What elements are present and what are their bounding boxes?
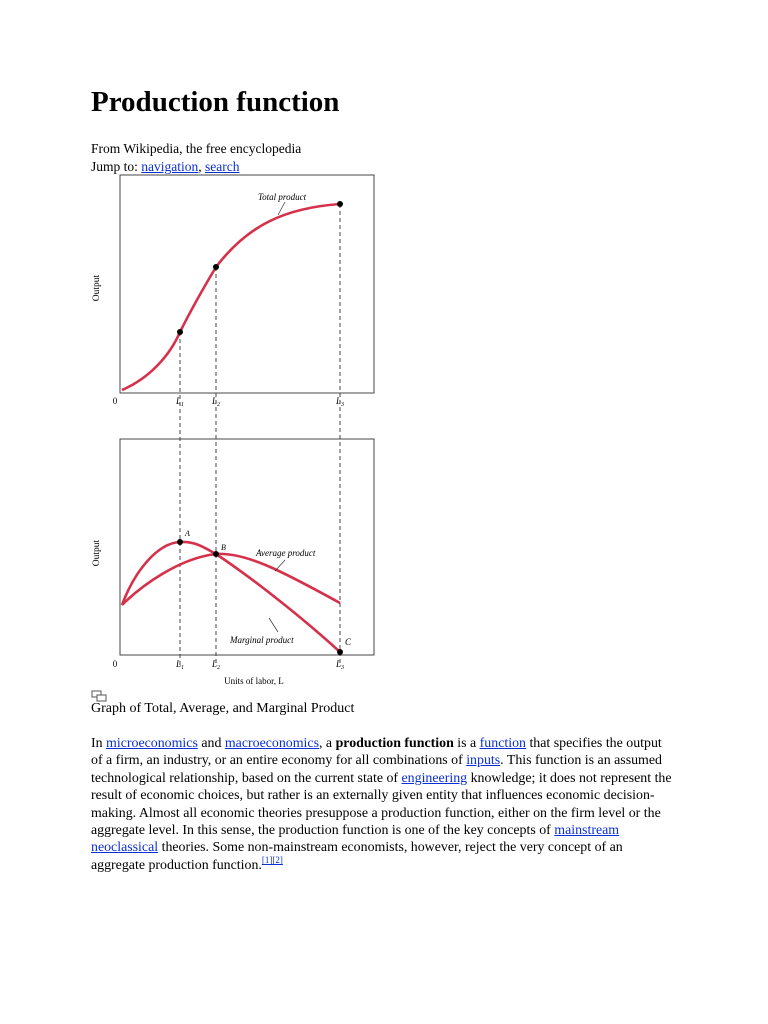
jump-to-label: Jump to: [91,159,138,174]
average-product-curve [122,554,340,605]
bold-term: production function [335,736,454,751]
jump-separator: , [198,159,202,174]
point-b [213,551,219,557]
link-mainstream[interactable]: mainstream [554,823,620,839]
production-function-figure [80,170,390,685]
search-link[interactable]: search [205,159,240,174]
bottom-xlabel: Units of labor, L [224,676,284,685]
article-paragraph: In microeconomics and macroeconomics, a production function is a function that specifies the output of a firm, an industry, or an entire economy for all combinations of inputs. This function is an assumed technological relationship, based on the current state of engineering knowledge; it does not represent the result of economic choices, but rather is an externally given entity that influences economic decision-making. Almost all economic theories presuppose a production function, either on the firm level or the aggregate level. In this sense, the production function is one of the key concepts of mainstream neoclassical theories. Some non-mainstream economists, however, reject the very concept of an aggregate production function.[1][2] [91,736,672,873]
total-product-curve [122,204,340,390]
point-a [177,539,183,545]
point-b-label: B [221,543,226,552]
bottom-tick-l3: $L_3$ [335,659,345,671]
bottom-origin-label: 0 [112,659,118,669]
link-function[interactable]: function [479,736,526,751]
page-title: Production function [91,86,340,118]
top-tick-l1: $L_1$ [175,396,185,408]
average-product-label: Average product [256,548,316,558]
navigation-link[interactable]: navigation [141,159,199,174]
citation-2[interactable]: [2] [272,854,283,865]
link-microeconomics[interactable]: microeconomics [106,736,198,751]
point-c [337,649,343,655]
link-engineering[interactable]: engineering [401,770,468,786]
page-subtitle: From Wikipedia, the free encyclopedia [91,141,302,156]
bottom-tick-l2: $L_2$ [211,659,221,671]
marginal-product-label: Marginal product [230,635,294,645]
link-macroeconomics[interactable]: macroeconomics [224,736,319,751]
point-a-label: A [185,529,190,538]
link-neoclassical[interactable]: neoclassical [91,840,159,856]
figure-caption: Graph of Total, Average, and Marginal Product [91,701,355,716]
citation-1[interactable]: [1] [261,854,273,865]
total-product-label: Total product [258,192,307,202]
point-c-label: C [345,637,352,647]
bottom-chart-ylabel: Output [92,539,102,567]
top-point-l1 [177,329,183,335]
average-product-leader [275,560,285,571]
total-product-leader [278,202,285,215]
top-point-l2 [213,264,219,270]
top-origin-label: 0 [112,396,118,406]
bottom-tick-l1: $L_1$ [175,659,185,671]
top-chart-frame [120,175,374,393]
top-tick-l2: $L_2$ [211,396,221,408]
marginal-product-leader [269,618,278,632]
top-tick-l3: $L_3$ [335,396,345,408]
top-point-l3 [337,201,343,207]
link-inputs[interactable]: inputs [466,753,501,769]
bottom-chart-frame [120,439,374,655]
top-chart-ylabel: Output [92,274,102,302]
